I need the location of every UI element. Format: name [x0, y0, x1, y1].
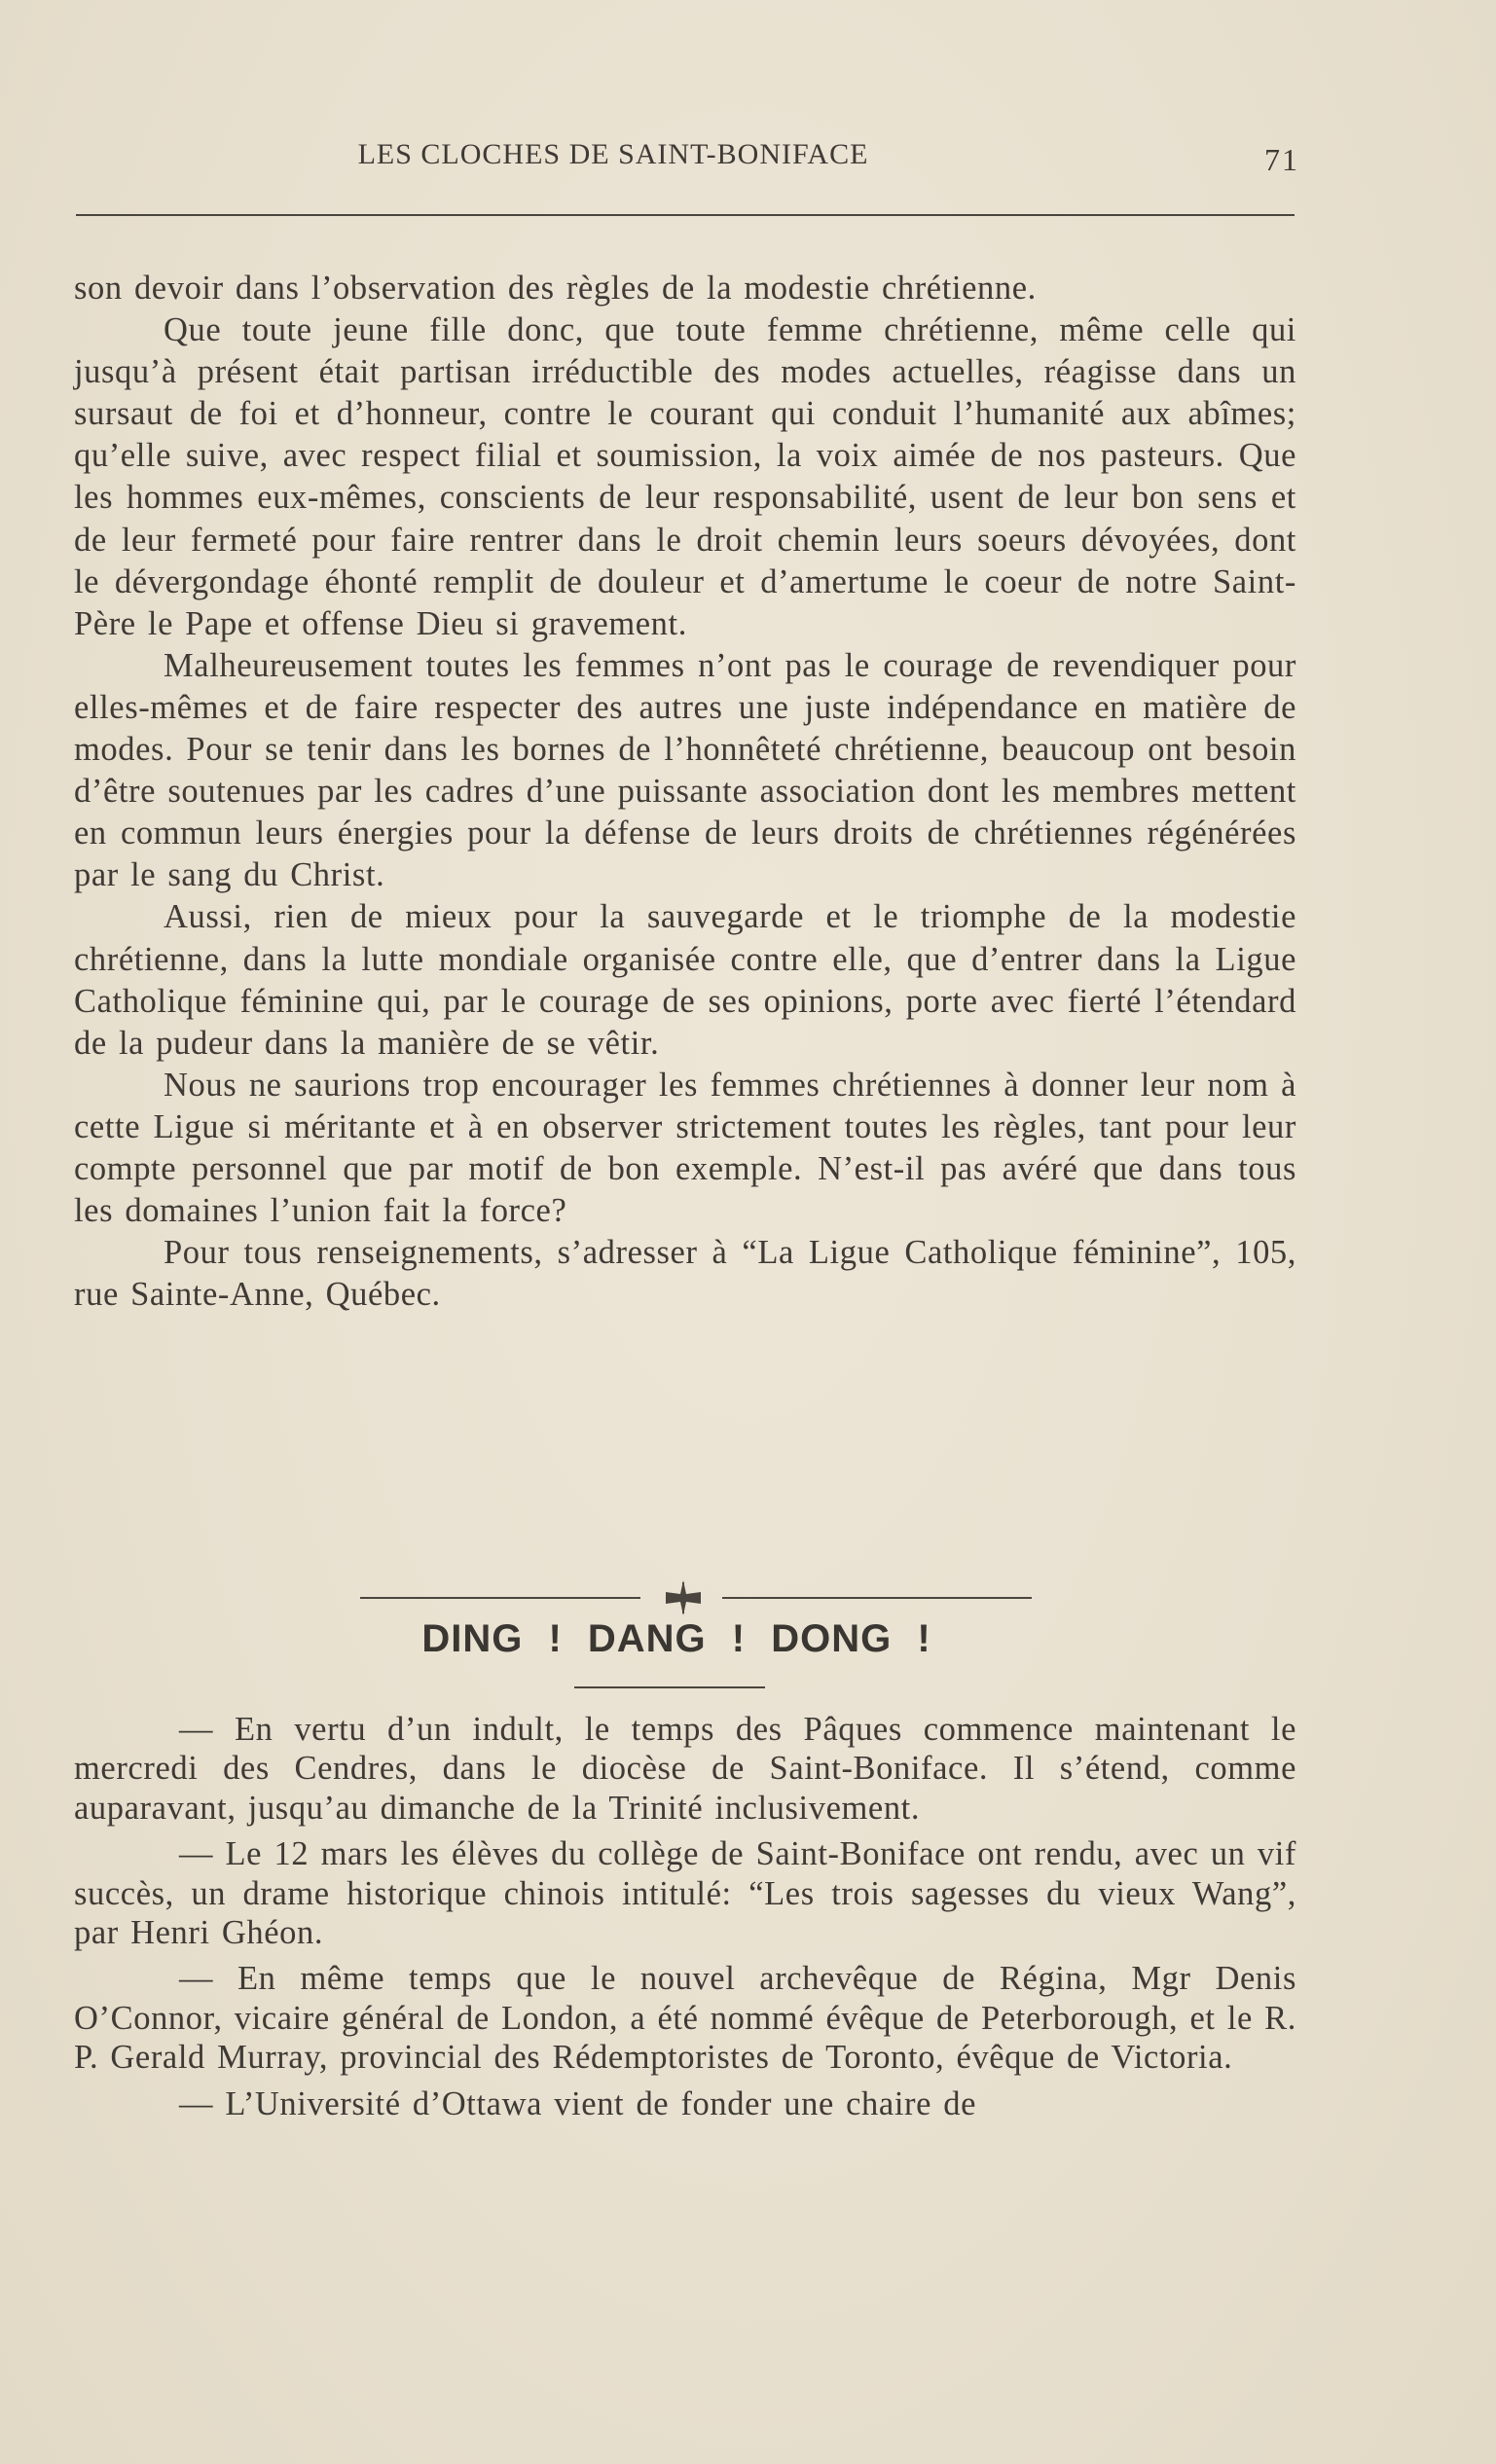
news-section: [74, 1710, 1296, 2130]
running-title: LES CLOCHES DE SAINT-BONIFACE: [357, 138, 869, 170]
page-number: 71: [1264, 142, 1299, 177]
article-body: [74, 268, 1296, 1316]
paragraph: Pour tous renseignements, s’adresser à “La Ligue Catholique féminine”, 105, rue Sainte-Anne, Québec.: [74, 1234, 1296, 1314]
paragraph: Malheureusement toutes les femmes n’ont pas le courage de revendiquer pour elles-mêmes et de faire respecter des autres une juste indépendance en matière de modes. Pour se tenir dans les bornes de l’honnêteté chrétienne, beaucoup ont besoin d’être soutenues par les cadres d’une puissante association dont les membres mettent en commun leurs énergies pour la défense de leurs droits de chrétiennes régénérées par le sang du Christ.: [74, 646, 1296, 894]
news-item: — L’Université d’Ottawa vient de fonder une chaire de: [179, 2084, 976, 2122]
section-title: DING ! DANG ! DONG !: [421, 1617, 931, 1660]
paragraph: son devoir dans l’observation des règles de la modestie chrétienne.: [74, 270, 1037, 307]
paragraph: Que toute jeune fille donc, que toute femme chrétienne, même celle qui jusqu’à présent était partisan irréductible des modes actuelles, réagisse dans un sursaut de foi et d’honneur, contre le courant qui conduit l’humanité aux abîmes; qu’elle suive, avec respect filial et soumission, la voix aimée de nos pasteurs. Que les hommes eux-mêmes, conscients de leur responsabilité, usent de leur bon sens et de leur fermeté pour faire rentrer dans le droit chemin leurs soeurs dévoyées, dont le dévergondage éhonté remplit de douleur et d’amertume le coeur de notre Saint-Père le Pape et offense Dieu si gravement.: [74, 311, 1296, 642]
news-item: — En vertu d’un indult, le temps des Pâques commence maintenant le mercredi des Cendres, dans le diocèse de Saint-Boniface. Il s’étend, comme auparavant, jusqu’au dimanche de la Trinité inclusivement.: [74, 1711, 1296, 1827]
title-rule: [574, 1686, 765, 1688]
news-item: — En même temps que le nouvel archevêque de Régina, Mgr Denis O’Connor, vicaire général de London, a été nommé évêque de Peterborough, et le R. P. Gerald Murray, provincial des Rédemptoristes de Toronto, évêque de Victoria.: [74, 1960, 1296, 2077]
news-item: — Le 12 mars les élèves du collège de Saint-Boniface ont rendu, avec un vif succès, un drame historique chinois intitulé: “Les trois sagesses du vieux Wang”, par Henri Ghéon.: [74, 1835, 1296, 1952]
ornament-line-left: [360, 1597, 640, 1599]
header-rule: [76, 214, 1295, 216]
paragraph: Aussi, rien de mieux pour la sauvegarde et le triomphe de la modestie chrétienne, dans la lutte mondiale organisée contre elle, que d’entrer dans la Ligue Catholique féminine qui, par le courage de ses opinions, porte avec fierté l’étendard de la pudeur dans la manière de se vêtir.: [74, 898, 1296, 1062]
section-ornament: [360, 1576, 1032, 1619]
running-head: [73, 138, 1299, 177]
ornament-line-right: [722, 1597, 1032, 1599]
cross-pattee-icon: [662, 1578, 705, 1617]
paragraph: Nous ne saurions trop encourager les femmes chrétiennes à donner leur nom à cette Ligue si méritante et à en observer strictement toutes les règles, tant pour leur compte personnel que par motif de bon exemple. N’est-il pas avéré que dans tous les domaines l’union fait la force?: [74, 1066, 1296, 1230]
